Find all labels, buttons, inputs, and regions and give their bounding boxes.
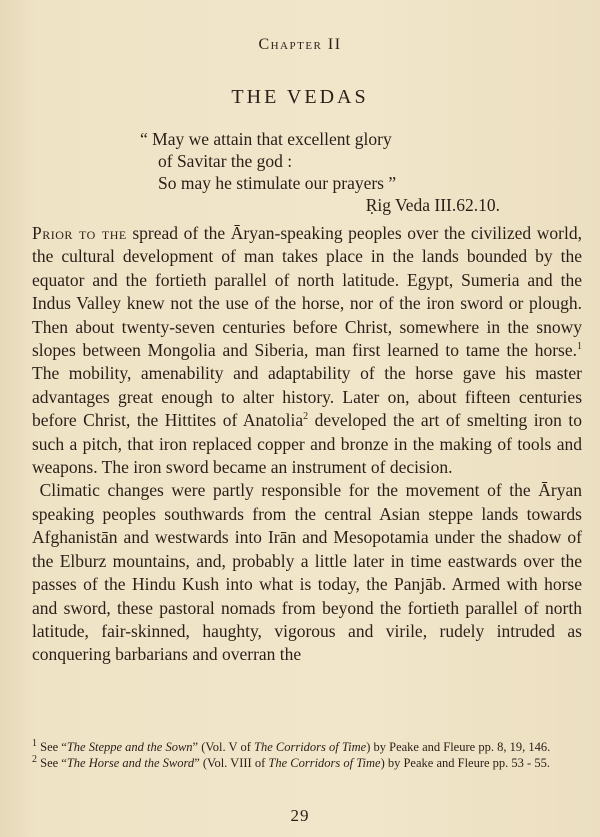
footnote-2-series: The Corridors of Time bbox=[268, 756, 381, 770]
footnote-1-pre: See “ bbox=[37, 740, 67, 754]
chapter-title: THE VEDAS bbox=[231, 86, 369, 108]
page-number: 29 bbox=[290, 806, 310, 825]
footnote-1-series: The Corridors of Time bbox=[254, 740, 367, 754]
chapter-label: Chapter II bbox=[258, 36, 342, 53]
epigraph-line-2: of Savitar the god : bbox=[158, 151, 293, 171]
footnote-1-post: ) by Peake and Fleure pp. 8, 19, 146. bbox=[366, 740, 551, 754]
footnote-2-pre: See “ bbox=[37, 756, 67, 770]
paragraph-lead-words: Prior to the bbox=[32, 223, 127, 243]
footnote-2-post: ) by Peake and Fleure pp. 53 - 55. bbox=[380, 756, 550, 770]
footnote-2-title: The Horse and the Sword bbox=[66, 756, 195, 770]
body-text bbox=[32, 222, 582, 667]
paragraph-1-text-b: The mobility, amenability and adaptability of the horse gave his master advantages great enough to alter history. Later on, about fifteen centuries before Christ, the Hittites of Anatolia bbox=[32, 363, 582, 431]
paragraph-1-text-c: developed the art of smelting iron to such a pitch, that iron replaced copper and bronze in the making of tools and weapons. The iron sword became an instrument of decision. bbox=[32, 410, 582, 478]
epigraph-line-3: So may he stimulate our prayers ” bbox=[158, 173, 397, 193]
footnotes bbox=[32, 737, 582, 772]
epigraph bbox=[140, 128, 500, 216]
footnote-ref-2[interactable]: 2 bbox=[303, 411, 309, 423]
paragraph-1-text-a: spread of the Āryan-speaking peoples over the civilized world, the cultural development of man takes place in the lands bounded by the equator and the fortieth parallel of north latitude. Egypt, Sumeria and the Indus Valley knew not the use of the horse, nor of the iron sword or plough. Then about twenty-seven centuries before Christ, somewhere in the snowy slopes between Mongolia and Siberia, man first learned to tame the horse. bbox=[32, 223, 582, 361]
epigraph-source: Ṛig Veda III.62.10. bbox=[365, 195, 500, 215]
footnote-1-mid: ” (Vol. V of bbox=[192, 740, 255, 754]
footnote-ref-1[interactable]: 1 bbox=[577, 341, 582, 353]
footnote-1 bbox=[32, 737, 582, 755]
footnote-1-mark: 1 bbox=[32, 737, 37, 749]
footnote-2-mark: 2 bbox=[32, 753, 37, 765]
epigraph-line-1: “ May we attain that excellent glory bbox=[140, 129, 392, 149]
paragraph-2 bbox=[32, 479, 582, 666]
footnote-1-title: The Steppe and the Sown bbox=[66, 740, 193, 754]
paragraph-1 bbox=[32, 222, 582, 479]
footnote-2 bbox=[32, 753, 582, 771]
paragraph-2-text: Climatic changes were partly responsible for the movement of the Āryan speaking peoples southwards from the central Asian steppe lands towards Afghanistān and westwards into Irān and Mesopotamia under the shadow of the Elburz mountains, and, probably a little later in time eastwards over the passes of the Hindu Kush into what is today, the Panjāb. Armed with horse and sword, these pastoral nomads from beyond the fortieth parallel of north latitude, fair-skinned, haughty, vigorous and virile, rudely intruded as conquering barbarians and overran the bbox=[32, 480, 582, 665]
footnote-2-mid: ” (Vol. VIII of bbox=[194, 756, 269, 770]
